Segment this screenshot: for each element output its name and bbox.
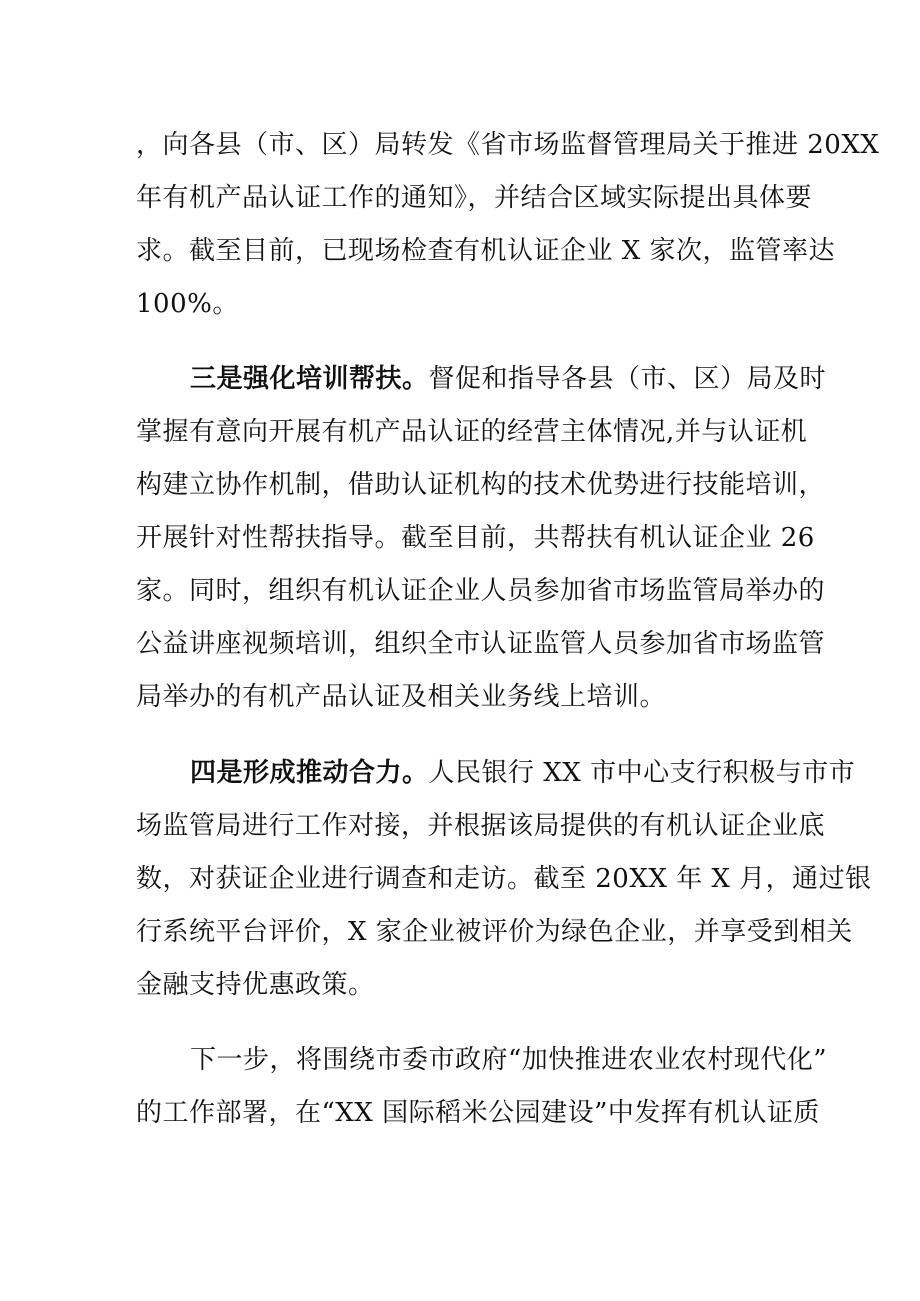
text-line: 掌握有意向开展有机产品认证的经营主体情况,并与认证机 bbox=[136, 417, 808, 447]
text-line: 金融支持优惠政策。 bbox=[136, 970, 375, 1000]
text-line: 下一步，将围绕市委市政府“加快推进农业农村现代化” bbox=[190, 1045, 828, 1075]
text-line: 公益讲座视频培训，组织全市认证监管人员参加省市场监管 bbox=[136, 629, 826, 659]
text-line: 督促和指导各县（市、区）局及时 bbox=[428, 364, 827, 394]
text-line: 局举办的有机产品认证及相关业务线上培训。 bbox=[136, 682, 667, 712]
text-line: 行系统平台评价，X 家企业被评价为绿色企业，并享受到相关 bbox=[136, 917, 853, 947]
text-line: ，向各县（市、区）局转发《省市场监督管理局关于推进 20XX bbox=[136, 130, 880, 160]
p4-line-2 bbox=[0, 1093, 920, 1133]
p1-line-2 bbox=[0, 178, 920, 218]
p2-line-2 bbox=[0, 412, 920, 452]
section-heading: 三是强化培训帮扶。 bbox=[190, 364, 429, 394]
text-line: 家。同时，组织有机认证企业人员参加省市场监管局举办的 bbox=[136, 576, 826, 606]
text-line: 构建立协作机制，借助认证机构的技术优势进行技能培训， bbox=[136, 470, 826, 500]
text-line: 开展针对性帮扶指导。截至目前，共帮扶有机认证企业 26 bbox=[136, 523, 815, 553]
p2-line-6 bbox=[0, 624, 920, 664]
p2-line-7 bbox=[0, 677, 920, 717]
section-heading: 四是形成推动合力。 bbox=[190, 758, 429, 788]
text-line: 求。截至目前，已现场检查有机认证企业 X 家次，监管率达 bbox=[136, 236, 836, 266]
p1-line-3 bbox=[0, 231, 920, 271]
text-line: 的工作部署，在“XX 国际稻米公园建设”中发挥有机认证质 bbox=[136, 1098, 820, 1128]
p1-line-1 bbox=[0, 125, 920, 165]
p2-line-5 bbox=[0, 571, 920, 611]
p1-line-4 bbox=[0, 284, 920, 324]
text-line: 人民银行 XX 市中心支行积极与市市 bbox=[428, 758, 856, 788]
p4-line-1 bbox=[0, 1040, 920, 1080]
p3-line-2 bbox=[0, 806, 920, 846]
p3-line-5 bbox=[0, 965, 920, 1005]
p2-line-3 bbox=[0, 465, 920, 505]
p3-line-4 bbox=[0, 912, 920, 952]
text-line: 场监管局进行工作对接，并根据该局提供的有机认证企业底 bbox=[136, 811, 826, 841]
text-line: 100%。 bbox=[136, 289, 239, 319]
text-line: 年有机产品认证工作的通知》，并结合区域实际提出具体要 bbox=[136, 183, 813, 213]
text-line: 数，对获证企业进行调查和走访。截至 20XX 年 X 月，通过银 bbox=[136, 864, 872, 894]
p2-line-1 bbox=[0, 359, 920, 399]
p3-line-1 bbox=[0, 753, 920, 793]
p2-line-4 bbox=[0, 518, 920, 558]
p3-line-3 bbox=[0, 859, 920, 899]
